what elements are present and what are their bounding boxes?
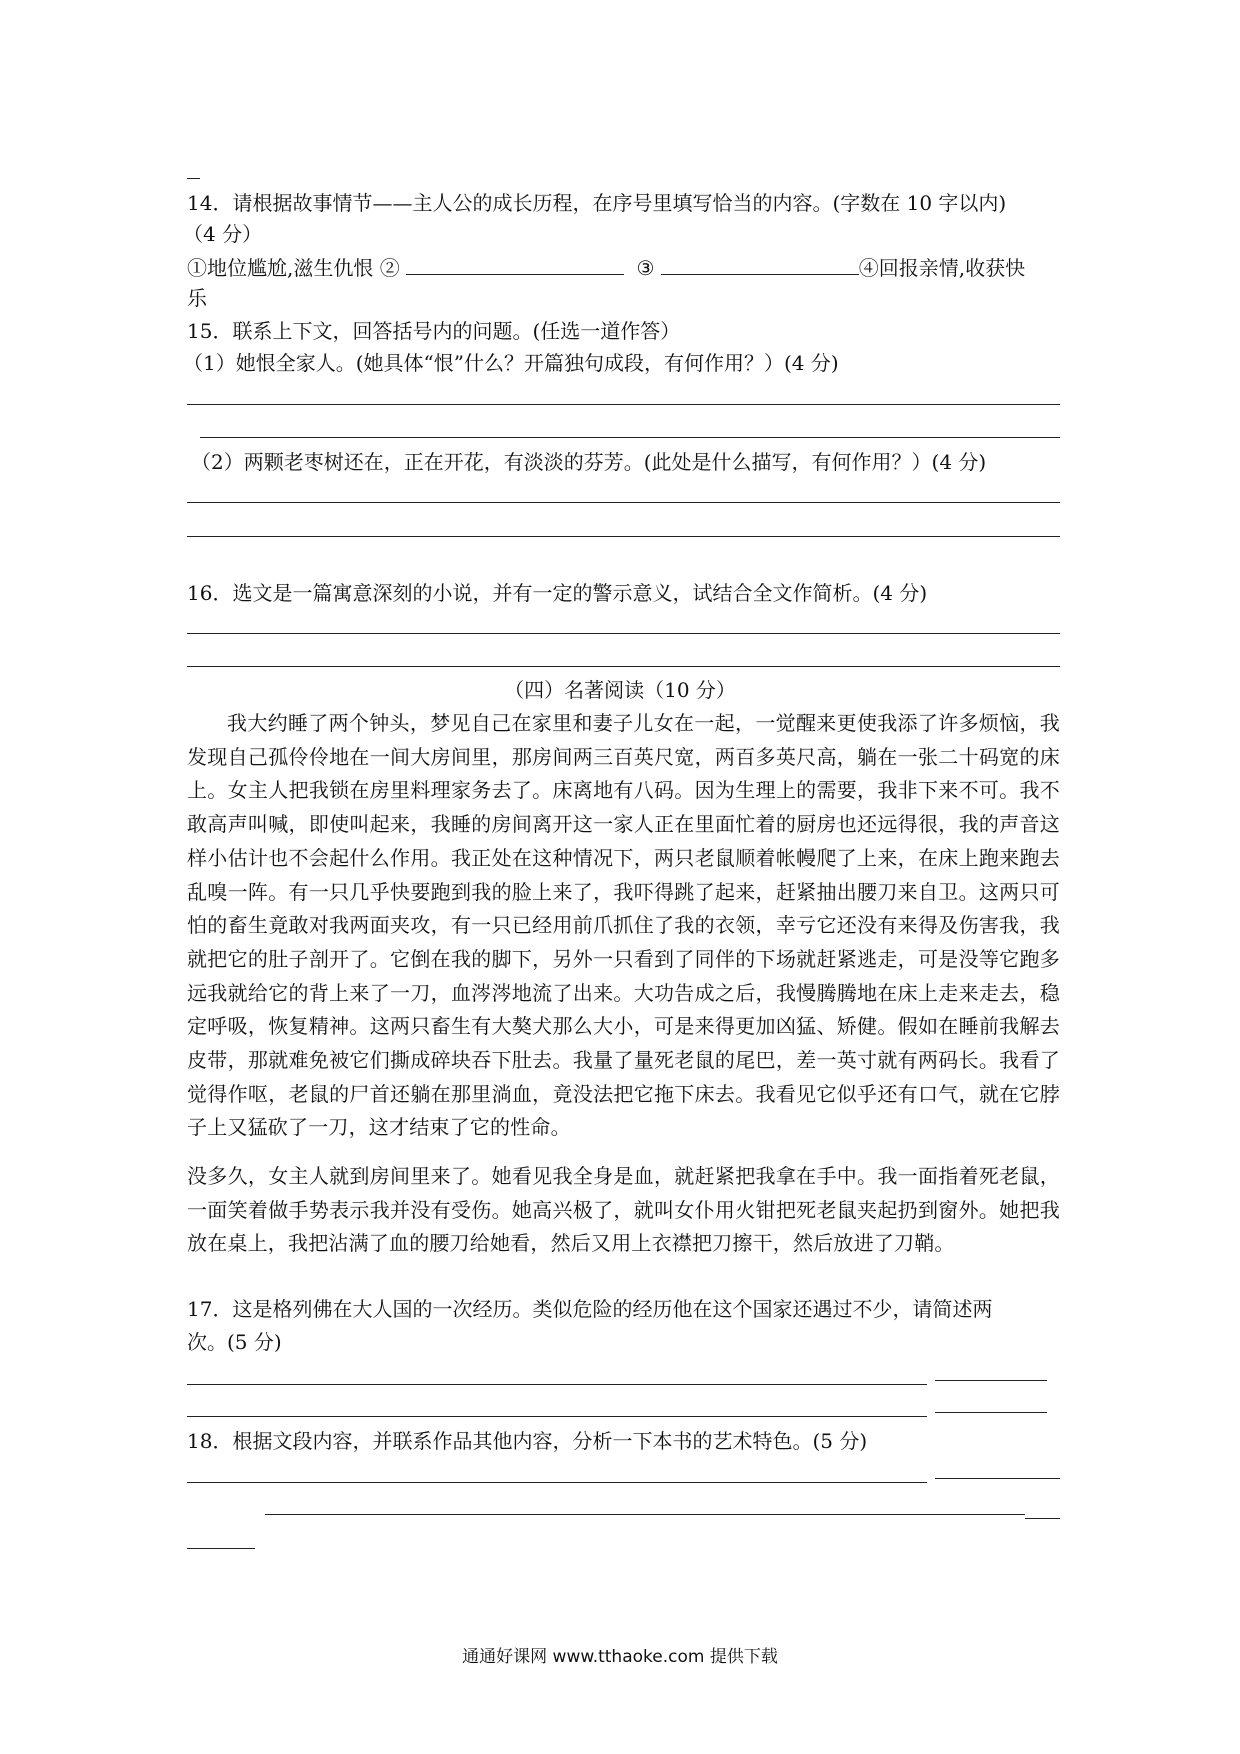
top-dash-mark	[187, 178, 200, 179]
q17-line1: 17．这是格列佛在大人国的一次经历。类似危险的经历他在这个国家还遇过不少，请简述两	[187, 1297, 993, 1321]
q17-answer-line-2-tail	[935, 1412, 1047, 1413]
q15-stem: 15．联系上下文，回答括号内的问题。(任选一道作答）	[187, 319, 681, 343]
q18-answer-line-1-tail	[935, 1478, 1060, 1479]
q15-sub1-answer-line-2[interactable]	[200, 437, 1060, 438]
q16-answer-line-2[interactable]	[187, 666, 1060, 667]
q17-answer-line-1[interactable]	[187, 1384, 927, 1385]
q18-answer-line-2-tail	[1025, 1518, 1060, 1519]
reading-passage-paragraph-2: 没多久，女主人就到房间里来了。她看见我全身是血，就赶紧把我拿在手中。我一面指着死老鼠，一面笑着做手势表示我并没有受伤。她高兴极了，就叫女仆用火钳把死老鼠夹起扔到窗外。她把我放在桌上，我把沾满了血的腰刀给她看，然后又用上衣襟把刀擦干，然后放进了刀鞘。	[187, 1164, 1060, 1256]
q15-sub1-answer-line-1[interactable]	[187, 404, 1060, 405]
q14-line1: 14．请根据故事情节——主人公的成长历程，在序号里填写恰当的内容。(字数在 10 字以内)	[187, 191, 1007, 215]
q14-mark3: ③	[636, 256, 655, 280]
footer-credit: 通通好课网 www.tthaoke.com 提供下载	[462, 1647, 778, 1667]
q16-answer-line-1[interactable]	[187, 633, 1060, 634]
q14-option4: ④回报亲情,收获快	[858, 256, 1026, 280]
reading-passage-paragraph-1: 我大约睡了两个钟头，梦见自己在家里和妻子儿女在一起，一觉醒来更使我添了许多烦恼，我发现自己孤伶伶地在一间大房间里，那房间两三百英尺宽，两百多英尺高，躺在一张二十码宽的床上。女主人把我锁在房里料理家务去了。床离地有八码。因为生理上的需要，我非下来不可。我不敢高声叫喊，即使叫起来，我睡的房间离开这一家人正在里面忙着的厨房也还远得很，我的声音这样小估计也不会起什么作用。我正处在这种情况下，两只老鼠顺着帐幔爬了上来，在床上跑来跑去乱嗅一阵。有一只几乎快要跑到我的脸上来了，我吓得跳了起来，赶紧抽出腰刀来自卫。这两只可怕的畜生竟敢对我两面夹攻，有一只已经用前爪抓住了我的衣领，幸亏它还没有来得及伤害我，我就把它的肚子剖开了。它倒在我的脚下，另外一只看到了同伴的下场就赶紧逃走，可是没等它跑多远我就给它的背上来了一刀，血涔涔地流了出来。大功告成之后，我慢腾腾地在床上走来走去，稳定呼吸，恢复精神。这两只畜生有大獒犬那么大小，可是来得更加凶猛、矫健。假如在睡前我解去皮带，那就难免被它们撕成碎块吞下肚去。我量了量死老鼠的尾巴，差一英寸就有两码长。我看了觉得作呕，老鼠的尸首还躺在那里淌血，竟没法把它拖下床去。我看见它似乎还有口气，就在它脖子上又猛砍了一刀，这才结束了它的性命。	[187, 711, 1060, 1140]
q15-sub2-answer-line-1[interactable]	[187, 502, 1060, 503]
q14-blank2[interactable]	[406, 254, 624, 275]
section-title: （四）名著阅读（10 分）	[504, 678, 736, 702]
q14-blank3[interactable]	[661, 254, 859, 275]
q17-answer-line-2[interactable]	[187, 1416, 927, 1417]
q15-sub2: （2）两颗老枣树还在，正在开花，有淡淡的芬芳。(此处是什么描写，有何作用？）(4 分)	[191, 450, 987, 474]
q14-option4-continued: 乐	[187, 286, 207, 310]
q14-line2: （4 分）	[183, 222, 263, 246]
q14-option1: ①地位尴尬,滋生仇恨	[187, 256, 374, 280]
q18-stem: 18．根据文段内容，并联系作品其他内容，分析一下本书的艺术特色。(5 分)	[187, 1429, 868, 1453]
q18-answer-line-2[interactable]	[265, 1514, 1025, 1515]
q18-answer-line-1[interactable]	[187, 1482, 927, 1483]
q18-answer-line-3[interactable]	[187, 1548, 255, 1549]
q17-answer-line-1-tail	[935, 1380, 1047, 1381]
q16-stem: 16．选文是一篇寓意深刻的小说，并有一定的警示意义，试结合全文作简析。(4 分)	[187, 581, 928, 605]
q17-line2: 次。(5 分)	[187, 1330, 282, 1354]
q15-sub2-answer-line-2[interactable]	[187, 536, 1060, 537]
q14-options-line	[187, 254, 1025, 281]
q14-mark2: ②	[379, 256, 400, 280]
q15-sub1: （1）她恨全家人。(她具体“恨”什么？开篇独句成段，有何作用？）(4 分)	[183, 351, 839, 375]
